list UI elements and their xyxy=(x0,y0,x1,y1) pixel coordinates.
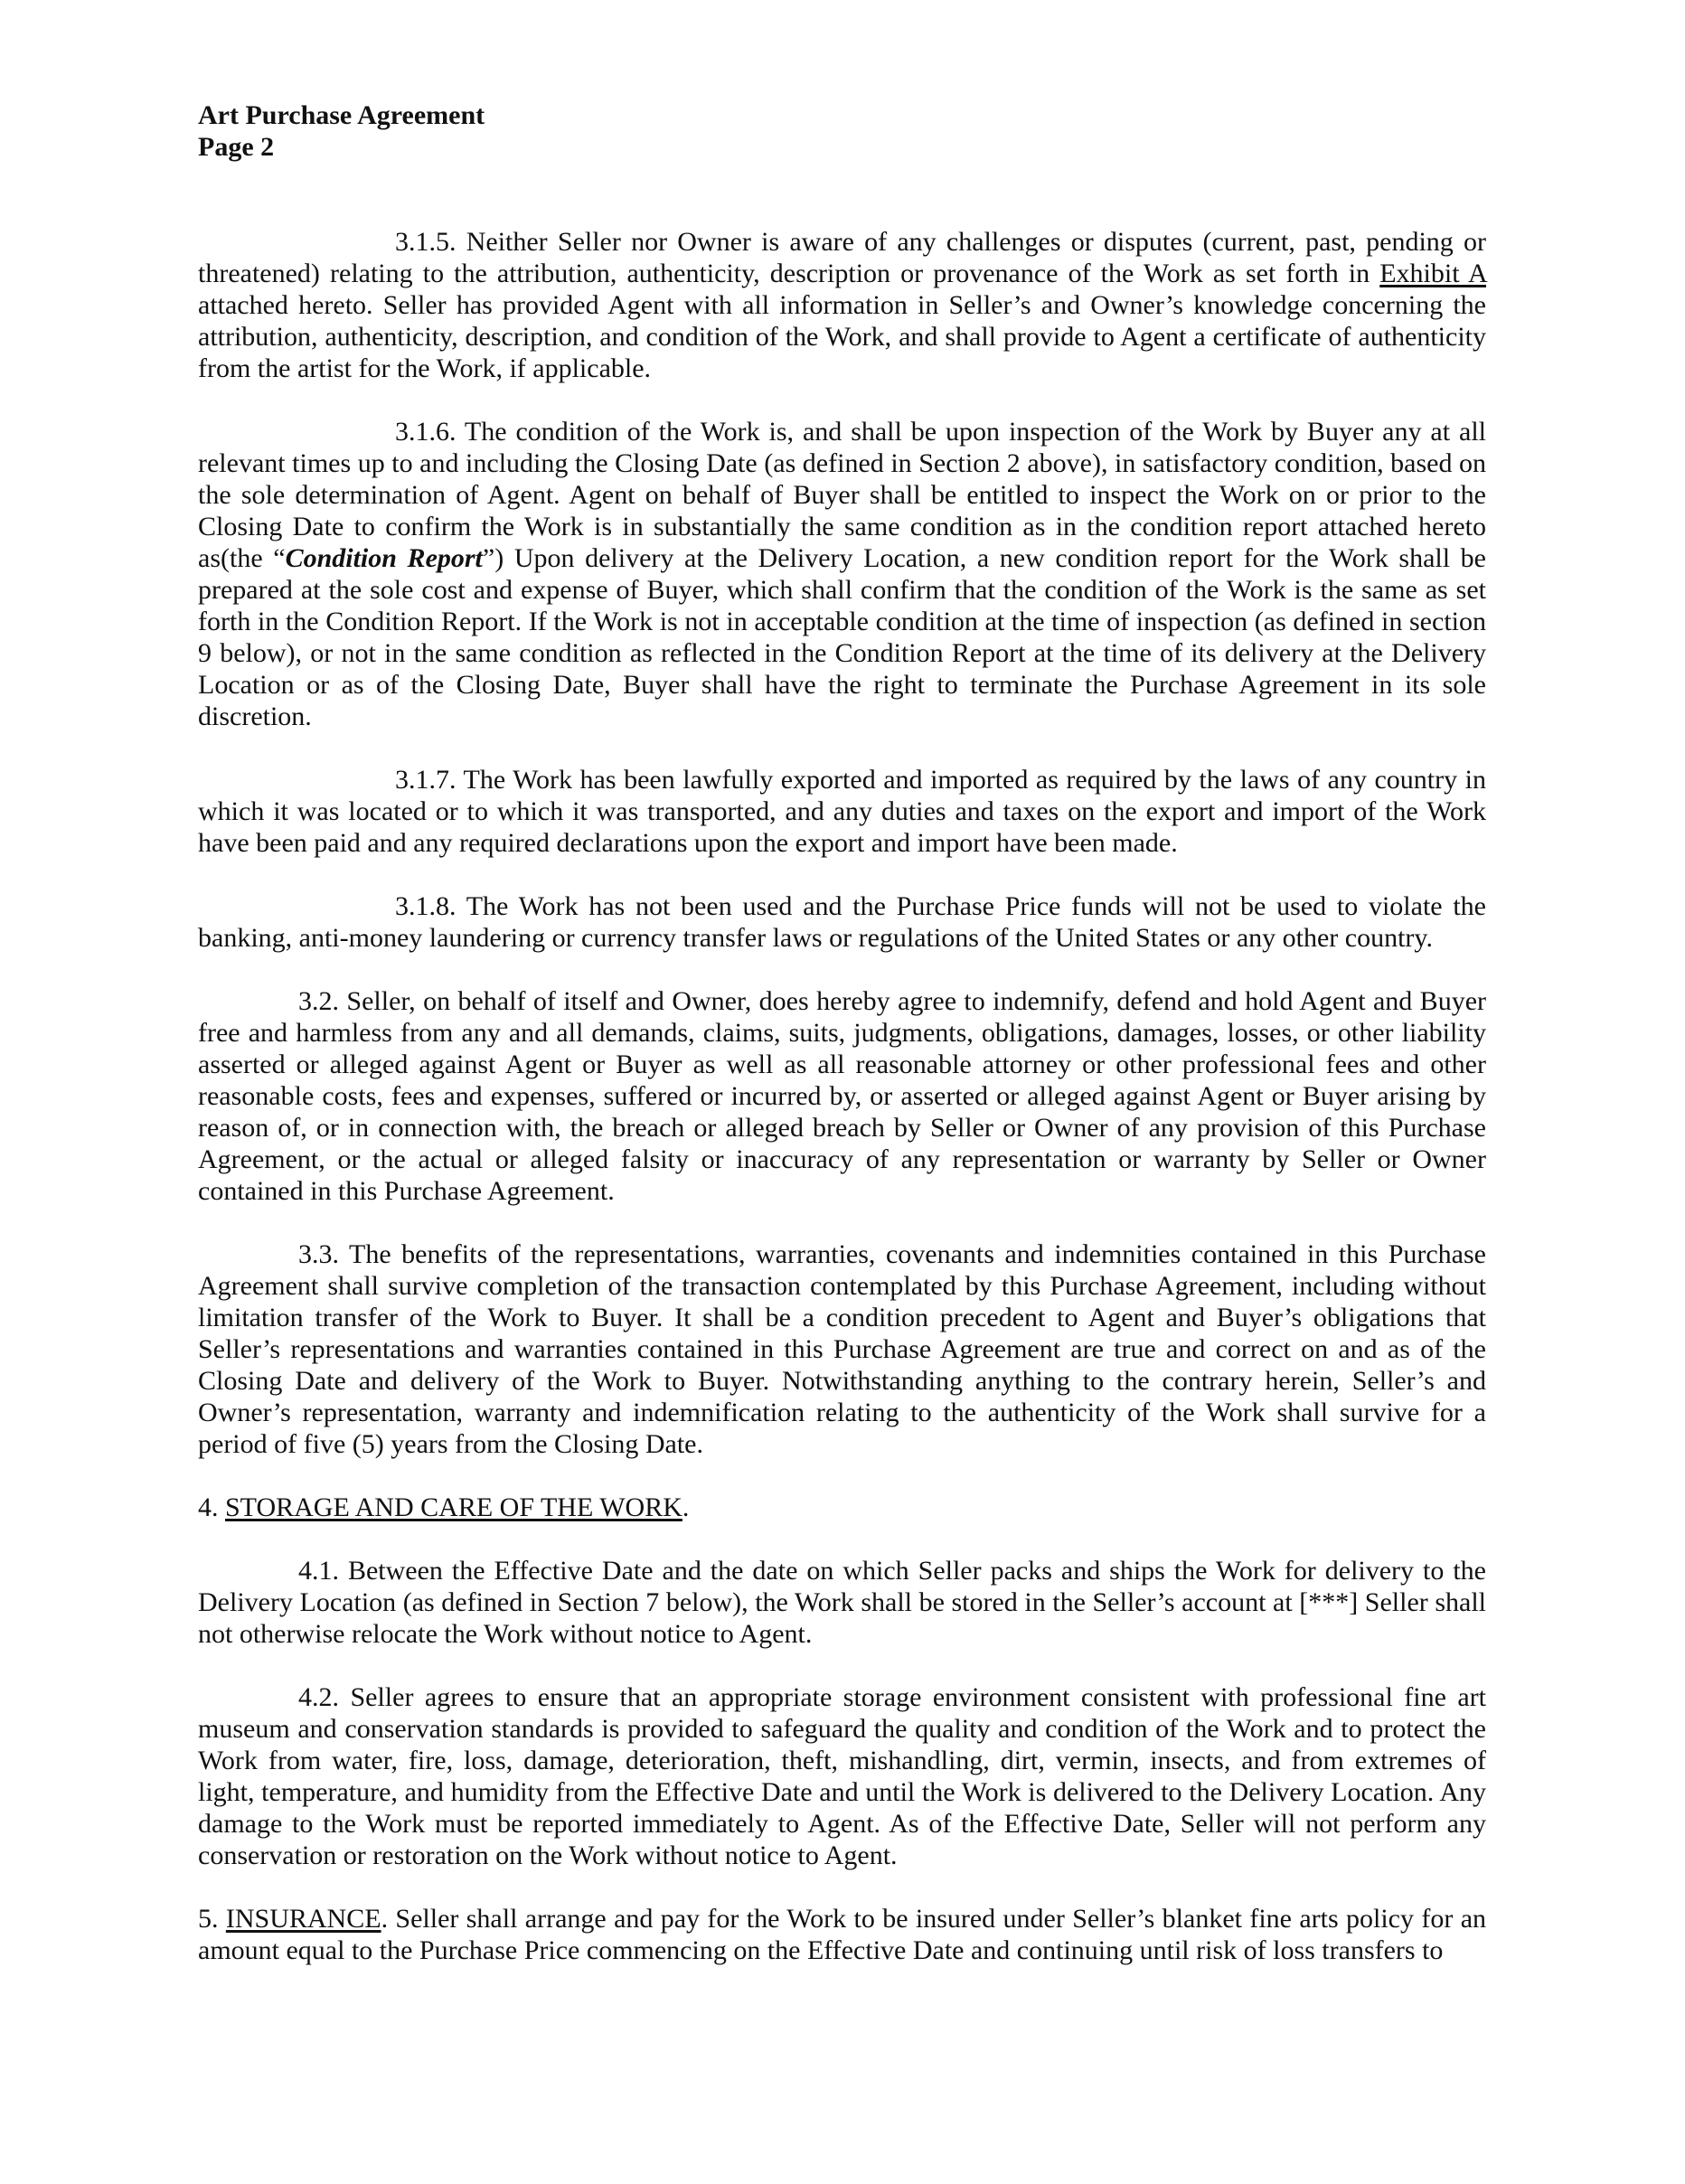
section-3-1-7: 3.1.7. The Work has been lawfully exported and imported as required by the laws of any country in which it was located or to which it was transported, and any duties and taxes on the export and import of the Work have been paid and any required declarations upon the export and import have been made. xyxy=(198,765,1486,858)
section-number: 4. xyxy=(198,1492,225,1522)
section-3-3: 3.3. The benefits of the representations, warranties, covenants and indemnities contained in this Purchase Agreement shall survive completion of the transaction contemplated by this Purchase Agreement, including without limitation transfer of the Work to Buyer. It shall be a condition precedent to Agent and Buyer’s obligations that Seller’s representations and warranties contained in this Purchase Agreement are true and correct on and as of the Closing Date and delivery of the Work to Buyer. Notwithstanding anything to the contrary herein, Seller’s and Owner’s representation, warranty and indemnification relating to the authenticity of the Work shall survive for a period of five (5) years from the Closing Date. xyxy=(198,1239,1486,1459)
text: ”) Upon delivery at the Delivery Location, a new condition report for the Work shall be prepared at the sole cost and expense of Buyer, which shall confirm that the condition of the Work is the same as set forth in the Condition Report. If the Work is not in acceptable condition at the time of inspection (as defined in section 9 below), or not in the same condition as reflected in the Condition Report at the time of its delivery at the Delivery Location or as of the Closing Date, Buyer shall have the right to terminate the Purchase Agreement in its sole discretion. xyxy=(198,543,1487,731)
section-3-1-6 xyxy=(198,416,1486,732)
section-title: STORAGE AND CARE OF THE WORK xyxy=(225,1492,682,1522)
text: . xyxy=(682,1492,690,1522)
section-4-heading xyxy=(198,1492,1486,1523)
defined-term-condition-report: Condition Report xyxy=(285,543,483,573)
text: . Seller shall arrange and pay for the Work to be insured under Seller’s blanket fine arts policy for an amount equal to the Purchase Price commencing on the Effective Date and continuing until risk of loss transfers to xyxy=(198,1904,1487,1965)
text: 3.1.6. The condition of the Work is, and shall be upon inspection of the Work by Buyer any at all relevant times up to and including the Closing Date (as defined in Section 2 above), in satisfactory condition, based on the sole determination of Agent. Agent on behalf of Buyer shall be entitled to inspect the Work on or prior to the Closing Date to confirm the Work is in substantially the same condition as in the condition report attached hereto as(the “ xyxy=(198,417,1486,573)
document-page xyxy=(198,99,1486,1998)
section-3-1-8: 3.1.8. The Work has not been used and the Purchase Price funds will not be used to violate the banking, anti-money laundering or currency transfer laws or regulations of the United States or any other country. xyxy=(198,891,1486,953)
exhibit-a-reference: Exhibit A xyxy=(1379,259,1486,288)
section-5 xyxy=(198,1903,1486,1966)
section-title: INSURANCE xyxy=(225,1904,381,1934)
section-number: 5. xyxy=(198,1904,226,1934)
section-4-1: 4.1. Between the Effective Date and the date on which Seller packs and ships the Work for delivery to the Delivery Location (as defined in Section 7 below), the Work shall be stored in the Seller’s account at [***] Seller shall not otherwise relocate the Work without notice to Agent. xyxy=(198,1556,1486,1649)
document-title: Art Purchase Agreement xyxy=(198,100,485,130)
section-4-2: 4.2. Seller agrees to ensure that an appropriate storage environment consistent with professional fine art museum and conservation standards is provided to safeguard the quality and condition of the Work and to protect the Work from water, fire, loss, damage, deterioration, theft, mishandling, dirt, vermin, insects, and from extremes of light, temperature, and humidity from the Effective Date and until the Work is delivered to the Delivery Location. Any damage to the Work must be reported immediately to Agent. As of the Effective Date, Seller will not perform any conservation or restoration on the Work without notice to Agent. xyxy=(198,1682,1486,1870)
section-3-1-5 xyxy=(198,226,1486,384)
text: attached hereto. Seller has provided Agent with all information in Seller’s and Owner’s knowledge concerning the attribution, authenticity, description, and condition of the Work, and shall provide to Agent a certificate of authenticity from the artist for the Work, if applicable. xyxy=(198,290,1486,383)
page-number: Page 2 xyxy=(198,132,275,162)
text: 3.1.5. Neither Seller nor Owner is aware of any challenges or disputes (current, past, pending or threatened) relating to the attribution, authenticity, description or provenance of the Work as set forth in xyxy=(198,227,1486,288)
spacer xyxy=(198,163,1486,226)
section-3-2: 3.2. Seller, on behalf of itself and Owner, does hereby agree to indemnify, defend and hold Agent and Buyer free and harmless from any and all demands, claims, suits, judgments, obligations, damages, losses, or other liability asserted or alleged against Agent or Buyer as well as all reasonable attorney or other professional fees and other reasonable costs, fees and expenses, suffered or incurred by, or asserted or alleged against Agent or Buyer arising by reason of, or in connection with, the breach or alleged breach by Seller or Owner of any provision of this Purchase Agreement, or the actual or alleged falsity or inaccuracy of any representation or warranty by Seller or Owner contained in this Purchase Agreement. xyxy=(198,986,1486,1206)
